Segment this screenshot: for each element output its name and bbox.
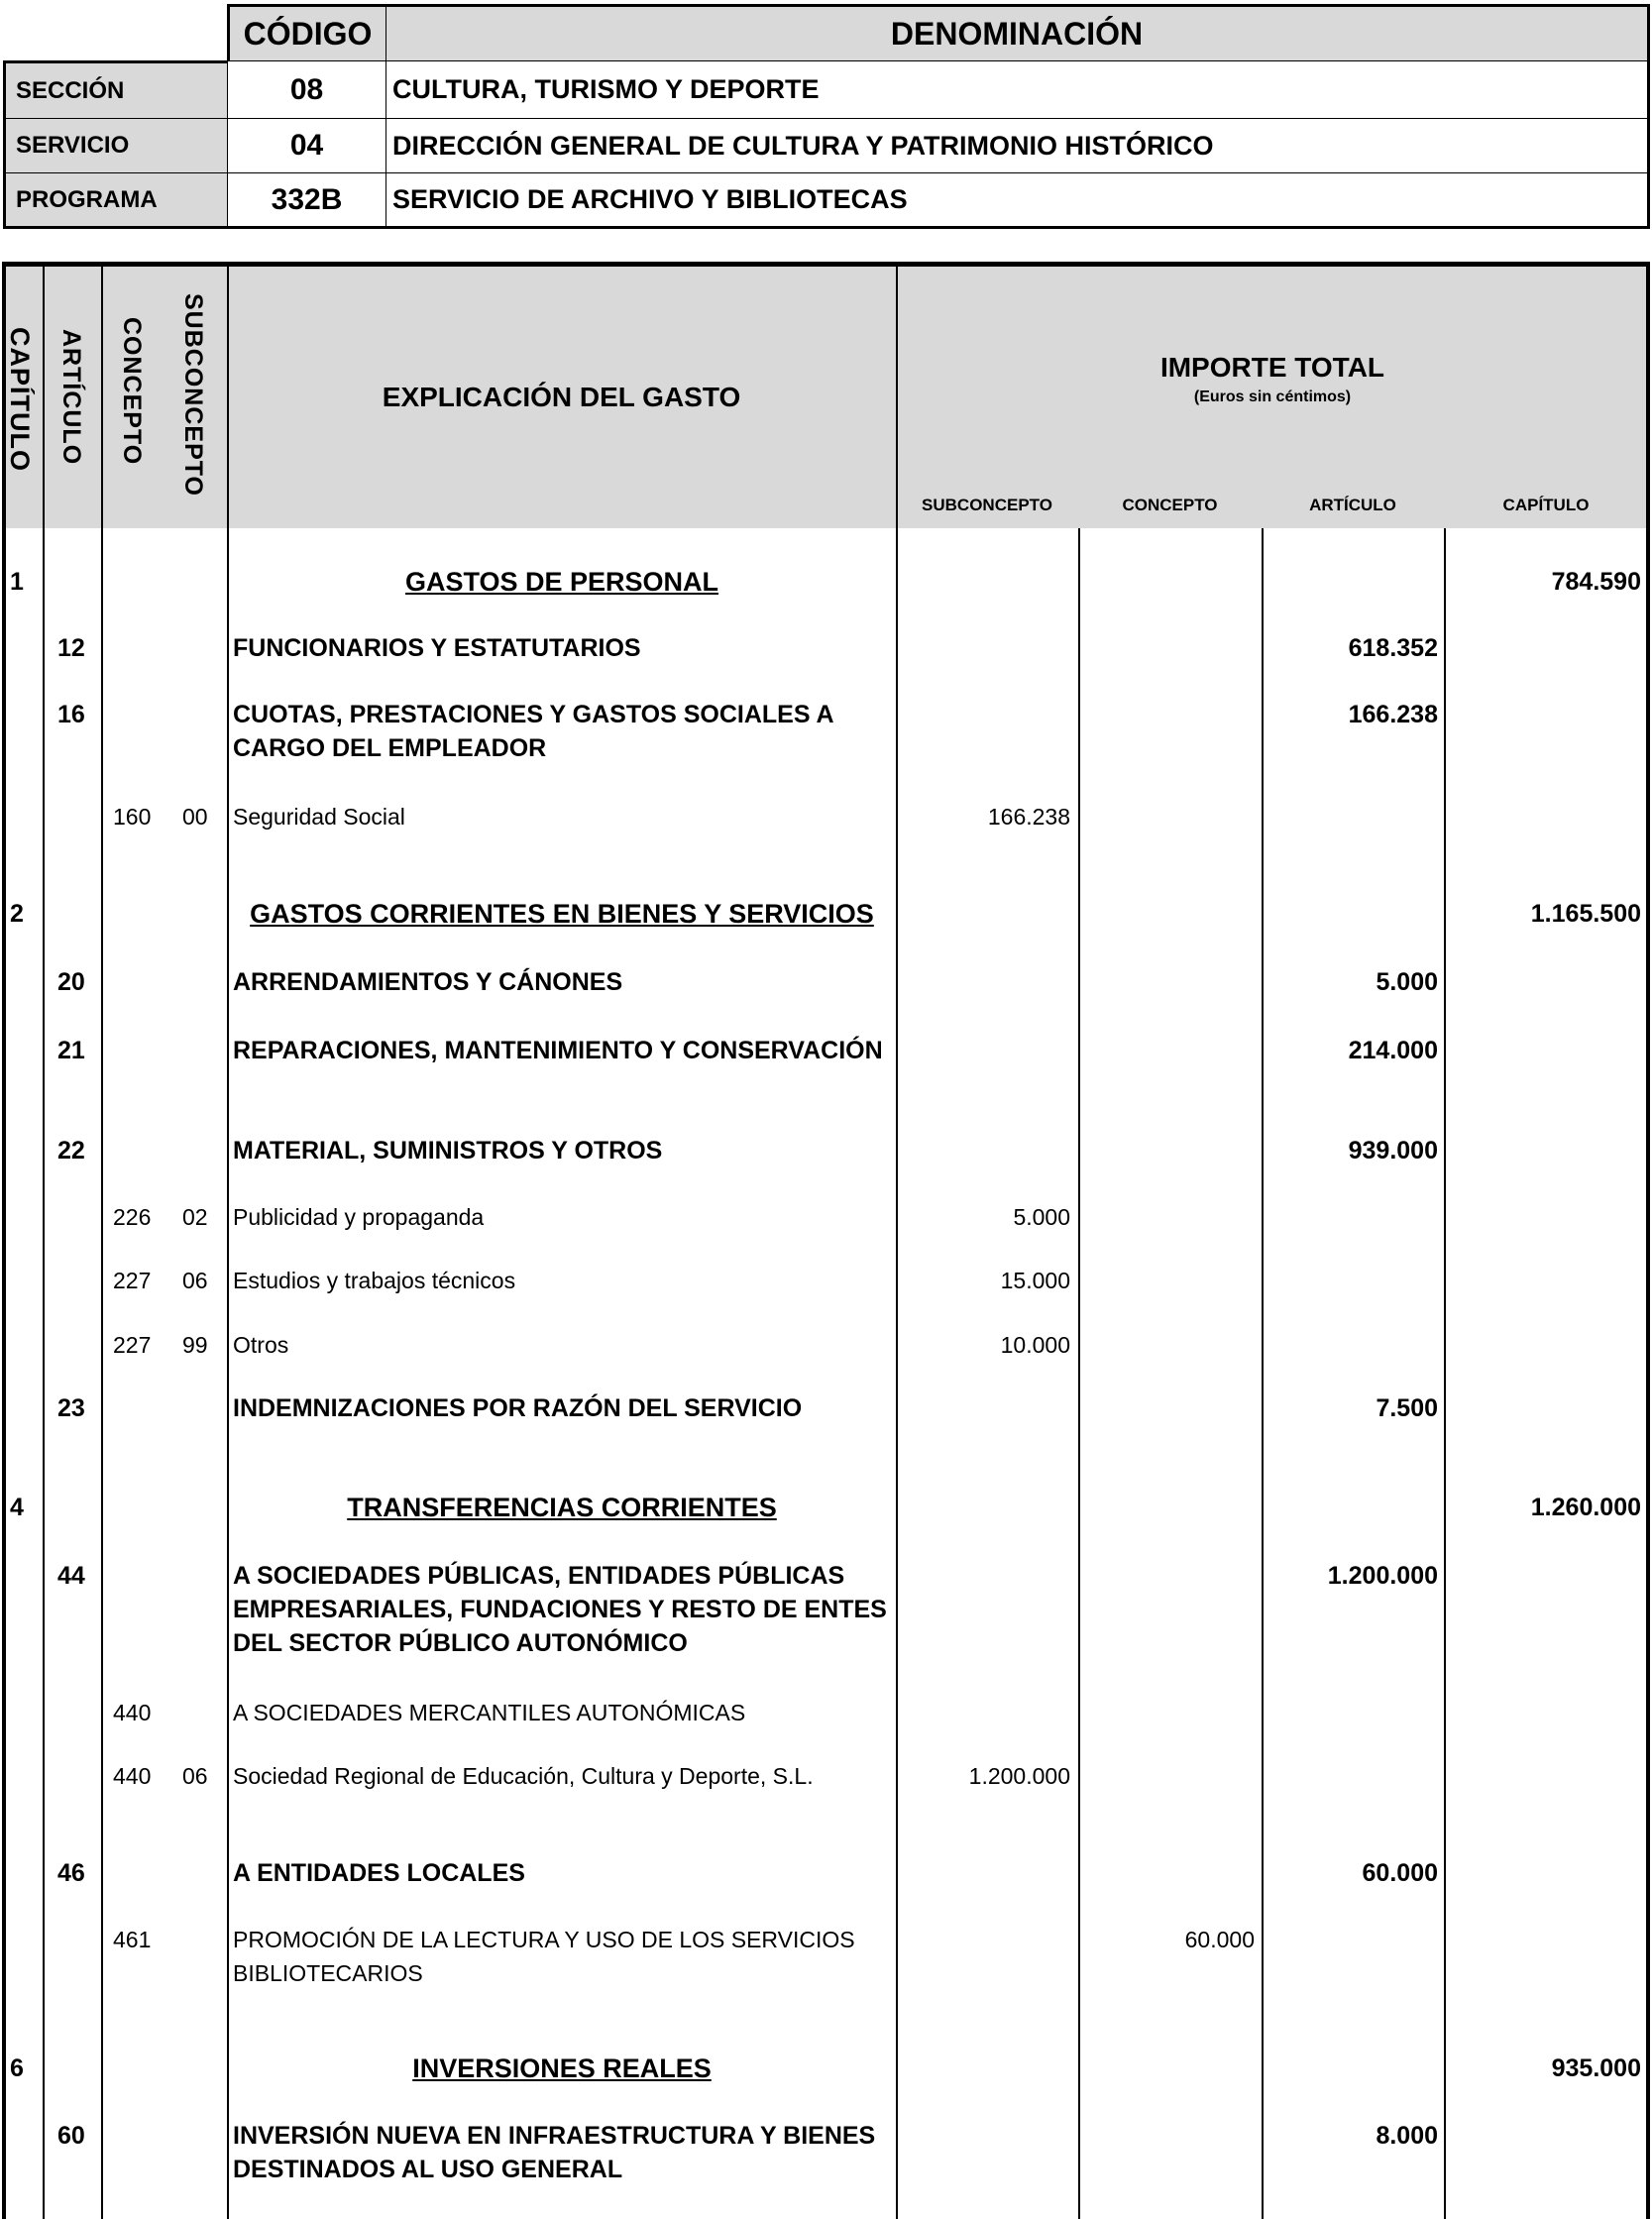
concepto-header: CONCEPTO bbox=[118, 317, 146, 466]
expense-description: A ENTIDADES LOCALES bbox=[233, 1859, 525, 1887]
importe-header: IMPORTE TOTAL bbox=[1159, 352, 1385, 383]
expense-description: CUOTAS, PRESTACIONES Y GASTOS SOCIALES A CARGO DEL EMPLEADOR bbox=[233, 701, 833, 762]
importe-subheader: (Euros sin céntimos) bbox=[1193, 388, 1352, 405]
capitulo-code: 2 bbox=[10, 900, 24, 928]
capitulo-header: CAPÍTULO bbox=[5, 327, 35, 472]
concepto-code: 227 bbox=[113, 1268, 152, 1293]
subconcepto-amount: 15.000 bbox=[1000, 1268, 1070, 1293]
concepto-code: 461 bbox=[113, 1927, 152, 1952]
subconcepto-code: 00 bbox=[182, 804, 208, 830]
subconcepto-code: 06 bbox=[182, 1268, 208, 1293]
articulo-amount: 1.200.000 bbox=[1327, 1562, 1438, 1590]
concepto-code: 160 bbox=[113, 804, 152, 830]
seccion-code: 08 bbox=[227, 60, 386, 119]
articulo-code: 22 bbox=[57, 1137, 85, 1165]
expense-description: PROMOCIÓN DE LA LECTURA Y USO DE LOS SERVICIOS BIBLIOTECARIOS bbox=[233, 1927, 855, 1986]
codigo-header: CÓDIGO bbox=[227, 4, 386, 61]
subconcepto-amount: 10.000 bbox=[1000, 1332, 1070, 1358]
articulo-amount: 7.500 bbox=[1376, 1394, 1438, 1422]
expense-description: Estudios y trabajos técnicos bbox=[233, 1268, 516, 1293]
articulo-code: 46 bbox=[57, 1859, 85, 1887]
programa-name: SERVICIO DE ARCHIVO Y BIBLIOTECAS bbox=[385, 172, 1650, 229]
expense-description: Otros bbox=[233, 1332, 289, 1358]
articulo-code: 60 bbox=[57, 2122, 85, 2150]
articulo-code: 21 bbox=[57, 1037, 85, 1064]
seccion-name: CULTURA, TURISMO Y DEPORTE bbox=[385, 60, 1650, 119]
capitulo-amount: 784.590 bbox=[1551, 568, 1641, 596]
capitulo-amount: 1.260.000 bbox=[1530, 1494, 1641, 1521]
table-top-border bbox=[2, 262, 1650, 267]
denominacion-header: DENOMINACIÓN bbox=[385, 4, 1650, 61]
subconcepto-amount: 166.238 bbox=[987, 804, 1070, 830]
articulo-code: 23 bbox=[57, 1394, 85, 1422]
concepto-code: 227 bbox=[113, 1332, 152, 1358]
explicacion-header: EXPLICACIÓN DEL GASTO bbox=[382, 382, 741, 412]
concepto-code: 440 bbox=[113, 1700, 152, 1725]
concepto-amount: 60.000 bbox=[1184, 1927, 1255, 1952]
expense-description: Sociedad Regional de Educación, Cultura y Deporte, S.L. bbox=[233, 1763, 814, 1789]
subconcepto-amount: 5.000 bbox=[1013, 1204, 1070, 1230]
articulo-amount: 939.000 bbox=[1348, 1137, 1438, 1165]
subconcepto-code: 02 bbox=[182, 1204, 208, 1230]
expense-description: A SOCIEDADES PÚBLICAS, ENTIDADES PÚBLICAS EMPRESARIALES, FUNDACIONES Y RESTO DE ENTES DEL SECTOR PÚBLICO AUTONÓMICO bbox=[233, 1562, 887, 1657]
capitulo-amount: 935.000 bbox=[1551, 2054, 1641, 2082]
articulo-code: 44 bbox=[57, 1562, 85, 1590]
expense-description: GASTOS CORRIENTES EN BIENES Y SERVICIOS bbox=[250, 899, 874, 929]
capitulo-code: 6 bbox=[10, 2054, 24, 2082]
expense-description: INDEMNIZACIONES POR RAZÓN DEL SERVICIO bbox=[233, 1394, 803, 1422]
servicio-name: DIRECCIÓN GENERAL DE CULTURA Y PATRIMONIO HISTÓRICO bbox=[385, 118, 1650, 173]
servicio-code: 04 bbox=[227, 118, 386, 173]
col-articulo-header: ARTÍCULO bbox=[1309, 496, 1396, 514]
expense-description: Publicidad y propaganda bbox=[233, 1204, 485, 1230]
articulo-amount: 618.352 bbox=[1348, 634, 1438, 662]
capitulo-amount: 1.165.500 bbox=[1530, 900, 1641, 928]
capitulo-code: 4 bbox=[10, 1494, 24, 1521]
programa-code: 332B bbox=[227, 172, 386, 229]
subconcepto-amount: 1.200.000 bbox=[968, 1763, 1070, 1789]
col-capitulo-header: CAPÍTULO bbox=[1502, 496, 1590, 514]
seccion-label: SECCIÓN bbox=[3, 60, 228, 119]
expense-description: Seguridad Social bbox=[233, 804, 405, 830]
expense-description: REPARACIONES, MANTENIMIENTO Y CONSERVACIÓN bbox=[233, 1037, 883, 1064]
col-subconcepto-header: SUBCONCEPTO bbox=[922, 496, 1052, 514]
articulo-amount: 8.000 bbox=[1376, 2122, 1438, 2150]
expense-description: A SOCIEDADES MERCANTILES AUTONÓMICAS bbox=[233, 1700, 746, 1725]
articulo-code: 12 bbox=[57, 634, 85, 662]
articulo-code: 16 bbox=[57, 701, 85, 728]
expense-description: GASTOS DE PERSONAL bbox=[404, 567, 719, 597]
capitulo-code: 1 bbox=[10, 568, 24, 596]
expense-description: MATERIAL, SUMINISTROS Y OTROS bbox=[233, 1137, 663, 1165]
expense-description: TRANSFERENCIAS CORRIENTES bbox=[347, 1493, 777, 1522]
concepto-code: 440 bbox=[113, 1763, 152, 1789]
articulo-amount: 60.000 bbox=[1362, 1859, 1438, 1887]
col-concepto-header: CONCEPTO bbox=[1122, 496, 1218, 514]
servicio-label: SERVICIO bbox=[3, 118, 228, 173]
subconcepto-code: 99 bbox=[182, 1332, 208, 1358]
concepto-code: 226 bbox=[113, 1204, 152, 1230]
programa-label: PROGRAMA bbox=[3, 172, 228, 229]
articulo-amount: 5.000 bbox=[1376, 968, 1438, 996]
expense-description: INVERSIÓN NUEVA EN INFRAESTRUCTURA Y BIENES DESTINADOS AL USO GENERAL bbox=[233, 2122, 876, 2183]
expense-description: ARRENDAMIENTOS Y CÁNONES bbox=[233, 968, 623, 996]
articulo-amount: 214.000 bbox=[1348, 1037, 1438, 1064]
articulo-amount: 166.238 bbox=[1348, 701, 1438, 728]
subconcepto-code: 06 bbox=[182, 1763, 208, 1789]
subconcepto-header: SUBCONCEPTO bbox=[179, 293, 207, 498]
expense-description: FUNCIONARIOS Y ESTATUTARIOS bbox=[233, 634, 641, 662]
articulo-header: ARTÍCULO bbox=[57, 329, 85, 466]
expense-description: INVERSIONES REALES bbox=[412, 2053, 712, 2083]
articulo-code: 20 bbox=[57, 968, 85, 996]
